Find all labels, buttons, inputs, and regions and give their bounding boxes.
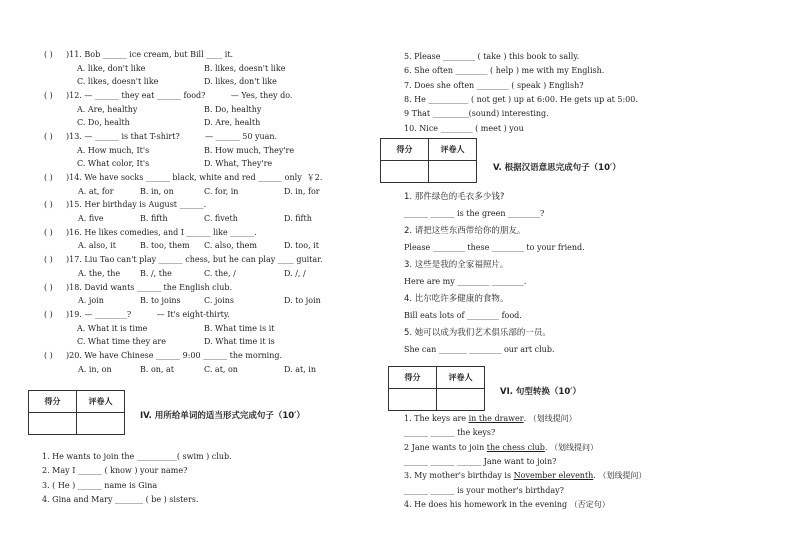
fill-blank-item: 3. ( He ) ______ name is Gina — [42, 480, 158, 490]
fill-blank-item: 2. May I ______ ( know ) your name? — [42, 466, 188, 476]
transform-item — [404, 443, 598, 453]
question-stem: )20. We have Chinese ______ 9:00 ______ the morning. — [66, 351, 283, 360]
answer-option: B. fifth — [140, 214, 168, 223]
underlined-phrase: the chess club — [486, 442, 545, 452]
answer-option: B. What time is it — [204, 323, 275, 333]
answer-paren: ( ) — [44, 351, 53, 360]
answer-option: A. in, on — [78, 364, 112, 374]
section-4-title: IV. 用所给单词的适当形式完成句子（10′） — [140, 411, 305, 421]
item-instruction: . （划线提问） — [593, 471, 647, 481]
grader-label: 评卷人 — [437, 367, 485, 389]
answer-option: B. to joins — [140, 296, 181, 306]
score-label: 得分 — [29, 391, 77, 413]
answer-option: D. Are, health — [204, 118, 261, 128]
answer-option: B. /, the — [140, 268, 172, 278]
score-cell[interactable] — [29, 413, 77, 435]
item-instruction: . （划线提问） — [523, 414, 577, 423]
answer-paren: ( ) — [44, 200, 53, 210]
score-cell[interactable] — [389, 389, 437, 411]
fill-blank-item: 7. Does she often ________ ( speak ) English? — [404, 80, 584, 90]
underlined-phrase: November eleventh — [513, 471, 594, 481]
answer-option: A. Are, healthy — [77, 104, 138, 114]
answer-option: C. for, in — [204, 186, 239, 196]
chinese-prompt: 4. 比尔吃许多健康的食物。 — [404, 294, 509, 304]
answer-option: C. Do, health — [77, 118, 130, 128]
item-text: ______ ______ ______ Jane want to join? — [404, 456, 557, 466]
transform-item — [404, 500, 610, 510]
translation-blank: Please ________ these ________ to your friend. — [404, 243, 585, 252]
question-stem: )11. Bob ______ ice cream, but Bill ____ it. — [66, 50, 234, 59]
answer-option: D. to join — [284, 296, 321, 306]
score-cell[interactable] — [381, 161, 429, 183]
item-text: 2 Jane wants to join — [404, 442, 487, 452]
score-box-sec6 — [388, 366, 485, 411]
answer-option: B. How much, They're — [204, 145, 295, 155]
answer-option: A. like, don't like — [77, 63, 146, 73]
transform-item — [404, 428, 495, 438]
answer-option: D. likes, don't like — [204, 77, 277, 87]
question-stem: )18. David wants ______ the English club. — [66, 282, 233, 292]
chinese-prompt: 5. 她可以成为我们艺术俱乐部的一员。 — [404, 328, 551, 338]
question-stem: )13. — ______ is that T-shirt? — ______ 50 yuan. — [66, 132, 278, 141]
grader-cell[interactable] — [429, 161, 477, 183]
answer-option: D. too, it — [284, 241, 319, 251]
answer-option: A. five — [78, 214, 104, 223]
answer-paren: ( ) — [44, 173, 53, 182]
section-5-title: V. 根据汉语意思完成句子（10′） — [493, 163, 621, 173]
answer-option: D. /, / — [284, 268, 306, 278]
translation-blank: Bill eats lots of ________ food. — [404, 311, 522, 320]
section-6-title: VI. 句型转换（10′） — [500, 387, 581, 397]
answer-option: C. fiveth — [204, 214, 238, 223]
translation-blank: ______ ______ is the green ________? — [404, 209, 545, 218]
fill-blank-item: 1. He wants to join the __________( swim ) club. — [42, 452, 232, 461]
fill-blank-item: 10. Nice ________ ( meet ) you — [404, 123, 524, 133]
translation-blank: Here are my ________ ________. — [404, 277, 527, 286]
answer-paren: ( ) — [44, 227, 53, 237]
transform-item — [404, 486, 564, 496]
translation-blank: She can _______ ________ our art club. — [404, 345, 555, 354]
answer-option: D. fifth — [284, 214, 312, 223]
item-text: ______ ______ is your mother's birthday? — [404, 485, 564, 495]
answer-option: B. likes, doesn't like — [204, 63, 286, 73]
answer-option: A. What it is time — [77, 323, 148, 333]
transform-item — [404, 414, 577, 424]
answer-option: C. What time they are — [77, 337, 166, 347]
score-box-sec5 — [380, 138, 477, 183]
grader-label: 评卷人 — [77, 391, 125, 413]
fill-blank-item: 6. She often ________ ( help ) me with my English. — [404, 66, 605, 76]
answer-option: C. at, on — [204, 364, 238, 374]
answer-option: A. at, for — [78, 186, 114, 196]
item-instruction: . （划线提问） — [544, 442, 598, 452]
grader-label: 评卷人 — [429, 139, 477, 161]
answer-option: A. the, the — [78, 268, 121, 278]
answer-option: A. also, it — [78, 241, 116, 251]
fill-blank-item: 5. Please ________ ( take ) this book to sally. — [404, 52, 580, 61]
answer-paren: ( ) — [44, 132, 53, 141]
question-stem: )15. Her birthday is August ______. — [66, 200, 207, 210]
fill-blank-item: 4. Gina and Mary _______ ( be ) sisters. — [42, 494, 199, 504]
answer-option: B. too, them — [140, 241, 190, 251]
item-text: ______ ______ the keys? — [404, 428, 496, 438]
grader-cell[interactable] — [77, 413, 125, 435]
answer-option: C. joins — [204, 296, 235, 306]
transform-item — [404, 457, 556, 467]
chinese-prompt: 1. 那件绿色的毛衣多少钱? — [404, 192, 505, 202]
answer-paren: ( ) — [44, 282, 53, 292]
answer-option: D. What time it is — [204, 337, 275, 347]
item-text: 3. My mother's birthday is — [404, 471, 514, 481]
underlined-phrase: in the drawer — [468, 414, 524, 423]
score-label: 得分 — [389, 367, 437, 389]
answer-option: C. the, / — [204, 268, 236, 278]
answer-option: D. at, in — [284, 364, 316, 374]
fill-blank-item: 8. He __________ ( not get ) up at 6:00. He gets up at 5:00. — [404, 94, 638, 104]
answer-option: D. What, They're — [204, 159, 273, 169]
answer-option: C. also, them — [204, 241, 257, 251]
answer-paren: ( ) — [44, 310, 53, 319]
question-stem: )16. He likes comedies, and I ______ like ______. — [66, 227, 257, 237]
answer-paren: ( ) — [44, 91, 53, 100]
transform-item — [404, 471, 646, 481]
answer-paren: ( ) — [44, 255, 53, 265]
chinese-prompt: 3. 这些是我的全家福照片。 — [404, 260, 509, 270]
grader-cell[interactable] — [437, 389, 485, 411]
fill-blank-item: 9 That _________(sound) interesting. — [404, 109, 549, 119]
question-stem: )17. Liu Tao can't play ______ chess, but he can play ____ guitar. — [66, 255, 323, 265]
chinese-prompt: 2. 请把这些东西带给你的朋友。 — [404, 226, 526, 236]
question-stem: )14. We have socks ______ black, white and red ______ only ￥2. — [66, 173, 323, 182]
item-text: 1. The keys are — [404, 414, 469, 423]
answer-option: D. in, for — [284, 186, 320, 196]
answer-option: B. in, on — [140, 186, 174, 196]
answer-option: B. on, at — [140, 364, 175, 374]
score-box-sec4 — [28, 390, 125, 435]
item-text: 4. He does his homework in the evening （否定句） — [404, 499, 610, 509]
question-stem: )19. — ________? — It's eight-thirty. — [66, 310, 230, 319]
answer-option: A. join — [78, 296, 104, 306]
answer-option: C. What color, It's — [77, 159, 150, 169]
answer-option: B. Do, healthy — [204, 104, 262, 114]
answer-option: C. likes, doesn't like — [77, 77, 159, 87]
answer-paren: ( ) — [44, 50, 53, 59]
answer-option: A. How much, It's — [77, 145, 150, 155]
score-label: 得分 — [381, 139, 429, 161]
question-stem: )12. — ______ they eat ______ food? — Yes, they do. — [66, 91, 293, 100]
